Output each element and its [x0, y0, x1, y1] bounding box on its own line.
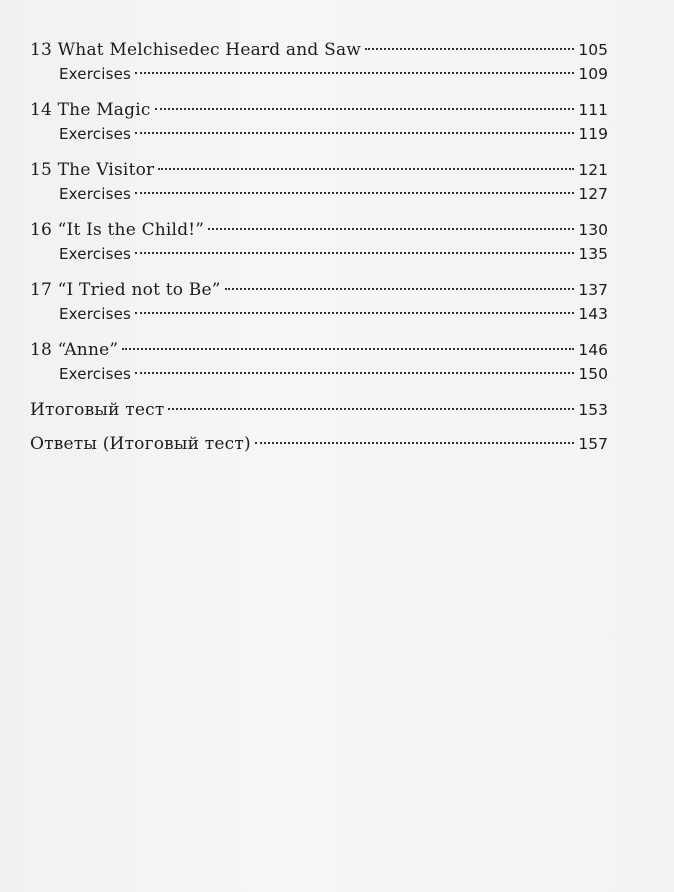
chapter-row[interactable] [30, 278, 608, 302]
toc-chapter-18 [30, 338, 608, 386]
chapter-title: 15 The Visitor [30, 160, 155, 180]
page-number: 119 [578, 125, 608, 143]
exercises-row[interactable] [30, 62, 608, 86]
page-number: 143 [578, 305, 608, 323]
toc-chapter-17 [30, 278, 608, 326]
page-number: 127 [578, 185, 608, 203]
page-number: 135 [578, 245, 608, 263]
exercises-row[interactable] [30, 242, 608, 266]
exercises-title: Exercises [59, 245, 132, 263]
dot-leader [158, 168, 574, 170]
exercises-row[interactable] [30, 362, 608, 386]
chapter-row[interactable] [30, 38, 608, 62]
chapter-title: 13 What Melchisedec Heard and Saw [30, 40, 362, 60]
exercises-title: Exercises [59, 365, 132, 383]
dot-leader [255, 442, 575, 444]
exercises-title: Exercises [59, 65, 132, 83]
chapter-row[interactable] [30, 338, 608, 362]
page-number: 111 [578, 101, 608, 119]
page-number: 105 [578, 41, 608, 59]
exercises-title: Exercises [59, 185, 132, 203]
dot-leader [135, 132, 574, 134]
exercises-title: Exercises [59, 125, 132, 143]
chapter-title: 17 “I Tried not to Be” [30, 280, 221, 300]
dot-leader [168, 408, 574, 410]
final-test-row[interactable] [30, 398, 608, 422]
dot-leader [135, 372, 574, 374]
table-of-contents [30, 38, 608, 456]
page-number: 121 [578, 161, 608, 179]
page-number: 109 [578, 65, 608, 83]
chapter-row[interactable] [30, 98, 608, 122]
dot-leader [135, 252, 574, 254]
toc-chapter-15 [30, 158, 608, 206]
dot-leader [135, 72, 574, 74]
exercises-row[interactable] [30, 182, 608, 206]
final-test-title: Итоговый тест [30, 400, 165, 420]
dot-leader [122, 348, 574, 350]
dot-leader [135, 312, 574, 314]
exercises-row[interactable] [30, 302, 608, 326]
chapter-title: 18 “Anne” [30, 340, 119, 360]
chapter-title: 16 “It Is the Child!” [30, 220, 205, 240]
page-number: 130 [578, 221, 608, 239]
toc-chapter-16 [30, 218, 608, 266]
page-number: 137 [578, 281, 608, 299]
answers-title: Ответы (Итоговый тест) [30, 434, 251, 454]
answers-row[interactable] [30, 432, 608, 456]
exercises-row[interactable] [30, 122, 608, 146]
chapter-title: 14 The Magic [30, 100, 151, 120]
exercises-title: Exercises [59, 305, 132, 323]
page-number: 153 [578, 401, 608, 419]
page-number: 146 [578, 341, 608, 359]
dot-leader [225, 288, 575, 290]
chapter-row[interactable] [30, 158, 608, 182]
toc-chapter-14 [30, 98, 608, 146]
dot-leader [135, 192, 574, 194]
page-number: 150 [578, 365, 608, 383]
toc-chapter-13 [30, 38, 608, 86]
dot-leader [208, 228, 574, 230]
dot-leader [365, 48, 574, 50]
dot-leader [155, 108, 575, 110]
page-number: 157 [578, 435, 608, 453]
chapter-row[interactable] [30, 218, 608, 242]
